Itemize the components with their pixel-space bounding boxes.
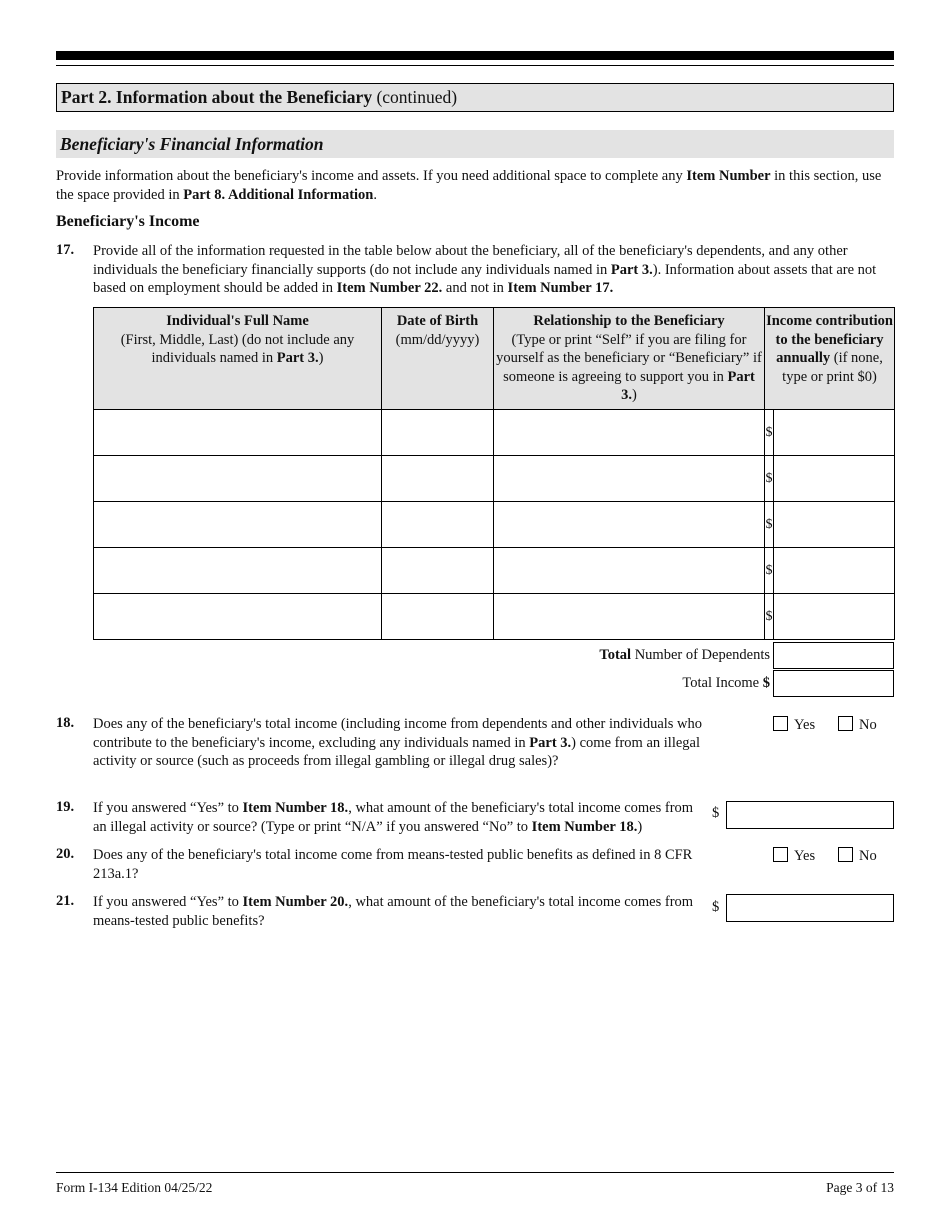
name-field[interactable] [94,502,382,548]
footer-rule [56,1172,894,1173]
name-field[interactable] [94,410,382,456]
total-income-label: Total Income $ [682,675,770,691]
col-full-name-header: Individual's Full Name (First, Middle, Last) (do not include any individuals named in Part 3.) [94,308,382,410]
income-field[interactable] [774,594,895,640]
relationship-field[interactable] [494,502,765,548]
item-20-no-option[interactable]: No [838,847,877,865]
part-title: Part 2. Information about the Beneficiary [61,87,373,107]
name-field[interactable] [94,594,382,640]
item-17-text: Provide all of the information requested in the table below about the beneficiary, all of the beneficiary's dependents, and any other individuals the beneficiary financially supports (do not include any individuals named in Part 3.). Information about assets that are not based on employment should be added in Item Number 22. and not in Item Number 17. [93,243,877,296]
dob-field[interactable] [382,410,494,456]
no-checkbox[interactable] [838,716,853,731]
total-dependents-field[interactable] [773,642,894,669]
name-field[interactable] [94,456,382,502]
item-18-yes-option[interactable]: Yes [773,716,815,734]
table-row [94,456,895,502]
table-row [94,594,895,640]
table-row [94,502,895,548]
total-income-field[interactable] [773,670,894,697]
income-table [93,307,895,640]
total-dependents-label: Total Number of Dependents [599,647,770,663]
top-rule-thin [56,65,894,66]
dollar-sign: $ [765,548,774,594]
yes-checkbox[interactable] [773,847,788,862]
relationship-field[interactable] [494,456,765,502]
intro-paragraph: Provide information about the beneficiary's income and assets. If you need additional space to complete any Item Number in this section, use the space provided in Part 8. Additional Information. [56,168,882,203]
item-20-number: 20. [56,846,75,862]
footer-form-edition: Form I-134 Edition 04/25/22 [56,1180,213,1195]
col-relationship-header: Relationship to the Beneficiary (Type or print “Self” if you are filing for yourself as the beneficiary or “Beneficiary” if someone is agreeing to support you in Part 3.) [494,308,765,410]
item-19-text: If you answered “Yes” to Item Number 18., what amount of the beneficiary's total income comes from an illegal activity or source? (Type or print “N/A” if you answered “No” to Item Number 18.) [93,800,694,835]
income-field[interactable] [774,410,895,456]
col-dob-header: Date of Birth (mm/dd/yyyy) [382,308,494,410]
income-heading: Beneficiary's Income [56,213,200,230]
item-19-amount-field[interactable] [726,801,894,829]
table-row [94,410,895,456]
dob-field[interactable] [382,548,494,594]
item-20-yes-option[interactable]: Yes [773,847,815,865]
part-title-suffix: (continued) [372,87,458,107]
top-rule-thick [56,51,894,60]
relationship-field[interactable] [494,548,765,594]
dob-field[interactable] [382,502,494,548]
item-21-number: 21. [56,893,75,909]
footer-page-number: Page 3 of 13 [826,1180,894,1195]
income-field[interactable] [774,548,895,594]
no-checkbox[interactable] [838,847,853,862]
relationship-field[interactable] [494,410,765,456]
dob-field[interactable] [382,594,494,640]
item-19-dollar: $ [712,805,720,821]
item-17-number: 17. [56,242,75,258]
item-21-amount-field[interactable] [726,894,894,922]
item-18-text: Does any of the beneficiary's total income (including income from dependents and other individuals who contribute to the beneficiary's income, excluding any individuals named in Part 3.) come from an illegal activity or source (such as proceeds from illegal gambling or illegal drug sales)? [93,716,703,769]
dollar-sign: $ [765,594,774,640]
item-19-number: 19. [56,799,75,815]
section-header: Beneficiary's Financial Information [56,130,894,158]
part-header [56,83,894,112]
name-field[interactable] [94,548,382,594]
yes-checkbox[interactable] [773,716,788,731]
income-field[interactable] [774,456,895,502]
dollar-sign: $ [765,456,774,502]
dollar-sign: $ [765,502,774,548]
dollar-sign: $ [765,410,774,456]
dob-field[interactable] [382,456,494,502]
table-row [94,548,895,594]
item-21-text: If you answered “Yes” to Item Number 20., what amount of the beneficiary's total income comes from means-tested public benefits? [93,894,694,929]
item-21-dollar: $ [712,899,720,915]
income-field[interactable] [774,502,895,548]
item-18-number: 18. [56,715,75,731]
col-income-header: Income contribution to the beneficiary annually (if none, type or print $0) [765,308,895,410]
item-20-text: Does any of the beneficiary's total income come from means-tested public benefits as defined in 8 CFR 213a.1? [93,847,693,882]
item-18-no-option[interactable]: No [838,716,877,734]
relationship-field[interactable] [494,594,765,640]
